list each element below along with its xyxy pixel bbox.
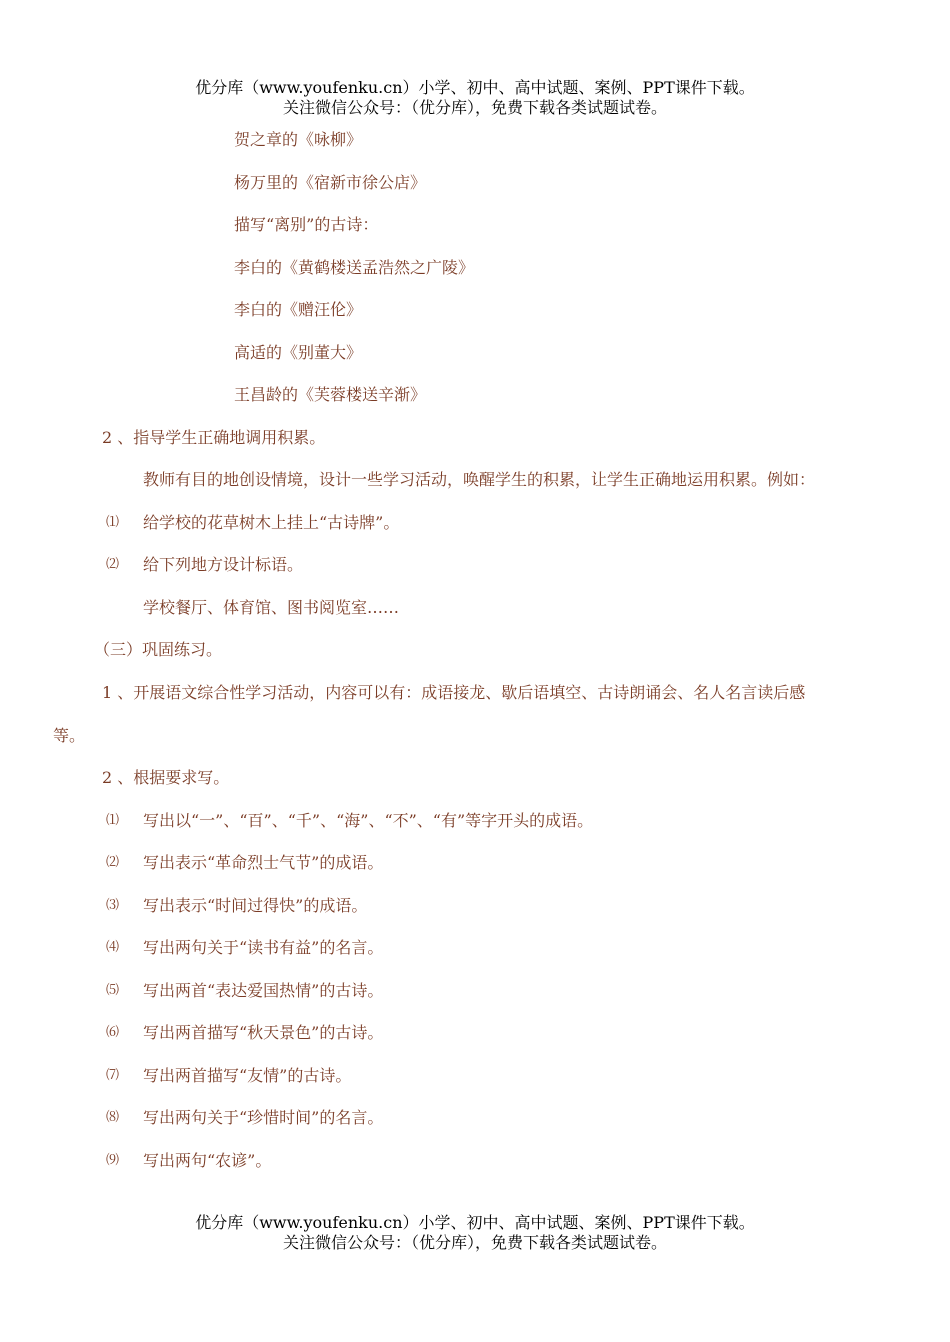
footer-line-2: 关注微信公众号：（优分库），免费下载各类试题试卷。: [282, 1233, 667, 1252]
list-item: 写出两句“农谚”。: [143, 1151, 272, 1170]
poem-line: 贺之章的《咏柳》: [234, 130, 363, 149]
list-item: 写出以“一”、“百”、“千”、“海”、“不”、“有”等字开头的成语。: [143, 811, 594, 830]
list-number: ⑵: [106, 557, 120, 572]
section-2-title: 2 、指导学生正确地调用积累。: [102, 428, 326, 447]
poem-line: 高适的《别董大》: [234, 343, 363, 362]
header-line-2: 关注微信公众号：（优分库），免费下载各类试题试卷。: [282, 98, 667, 117]
section-2-intro: 教师有目的地创设情境，设计一些学习活动，唤醒学生的积累，让学生正确地运用积累。例如：: [143, 470, 816, 489]
list-number: ⑺: [106, 1068, 120, 1083]
list-item: 给学校的花草树木上挂上“古诗牌”。: [143, 513, 400, 532]
paragraph-2-title: 2 、根据要求写。: [102, 768, 230, 787]
poem-line: 李白的《黄鹤楼送孟浩然之广陵》: [234, 258, 475, 277]
list-item: 写出两首“表达爱国热情”的古诗。: [143, 981, 384, 1000]
list-number: ⑸: [106, 983, 120, 998]
poem-line: 王昌龄的《芙蓉楼送辛渐》: [234, 385, 427, 404]
list-item: 写出两首描写“友情”的古诗。: [143, 1066, 352, 1085]
page-footer: [0, 1213, 950, 1253]
list-number: ⑶: [106, 898, 120, 913]
list-number: ⑴: [106, 813, 120, 828]
list-number: ⑼: [106, 1153, 120, 1168]
poem-line: 杨万里的《宿新市徐公店》: [234, 173, 427, 192]
list-number: ⑹: [106, 1025, 120, 1040]
list-number: ⑵: [106, 855, 120, 870]
header-line-1: 优分库（www.youfenku.cn）小学、初中、高中试题、案例、PPT课件下载。: [195, 78, 755, 97]
section-3-title: （三）巩固练习。: [94, 640, 223, 659]
paragraph-1-line-1: 1 、开展语文综合性学习活动，内容可以有：成语接龙、歇后语填空、古诗朗诵会、名人名言读后感: [102, 683, 806, 702]
list-item: 写出表示“时间过得快”的成语。: [143, 896, 368, 915]
poem-line: 李白的《赠汪伦》: [234, 300, 363, 319]
places-line: 学校餐厅、体育馆、图书阅览室……: [143, 598, 400, 617]
page-header: [0, 78, 950, 118]
list-item: 写出两首描写“秋天景色”的古诗。: [143, 1023, 384, 1042]
list-item: 写出两句关于“读书有益”的名言。: [143, 938, 384, 957]
paragraph-1-line-2: 等。: [53, 726, 86, 745]
list-item: 写出表示“革命烈士气节”的成语。: [143, 853, 384, 872]
poem-line: 描写“离别”的古诗：: [234, 215, 379, 234]
footer-line-1: 优分库（www.youfenku.cn）小学、初中、高中试题、案例、PPT课件下载。: [195, 1213, 755, 1232]
list-item: 给下列地方设计标语。: [143, 555, 304, 574]
list-number: ⑴: [106, 515, 120, 530]
list-item: 写出两句关于“珍惜时间”的名言。: [143, 1108, 384, 1127]
list-number: ⑻: [106, 1110, 120, 1125]
list-number: ⑷: [106, 940, 120, 955]
